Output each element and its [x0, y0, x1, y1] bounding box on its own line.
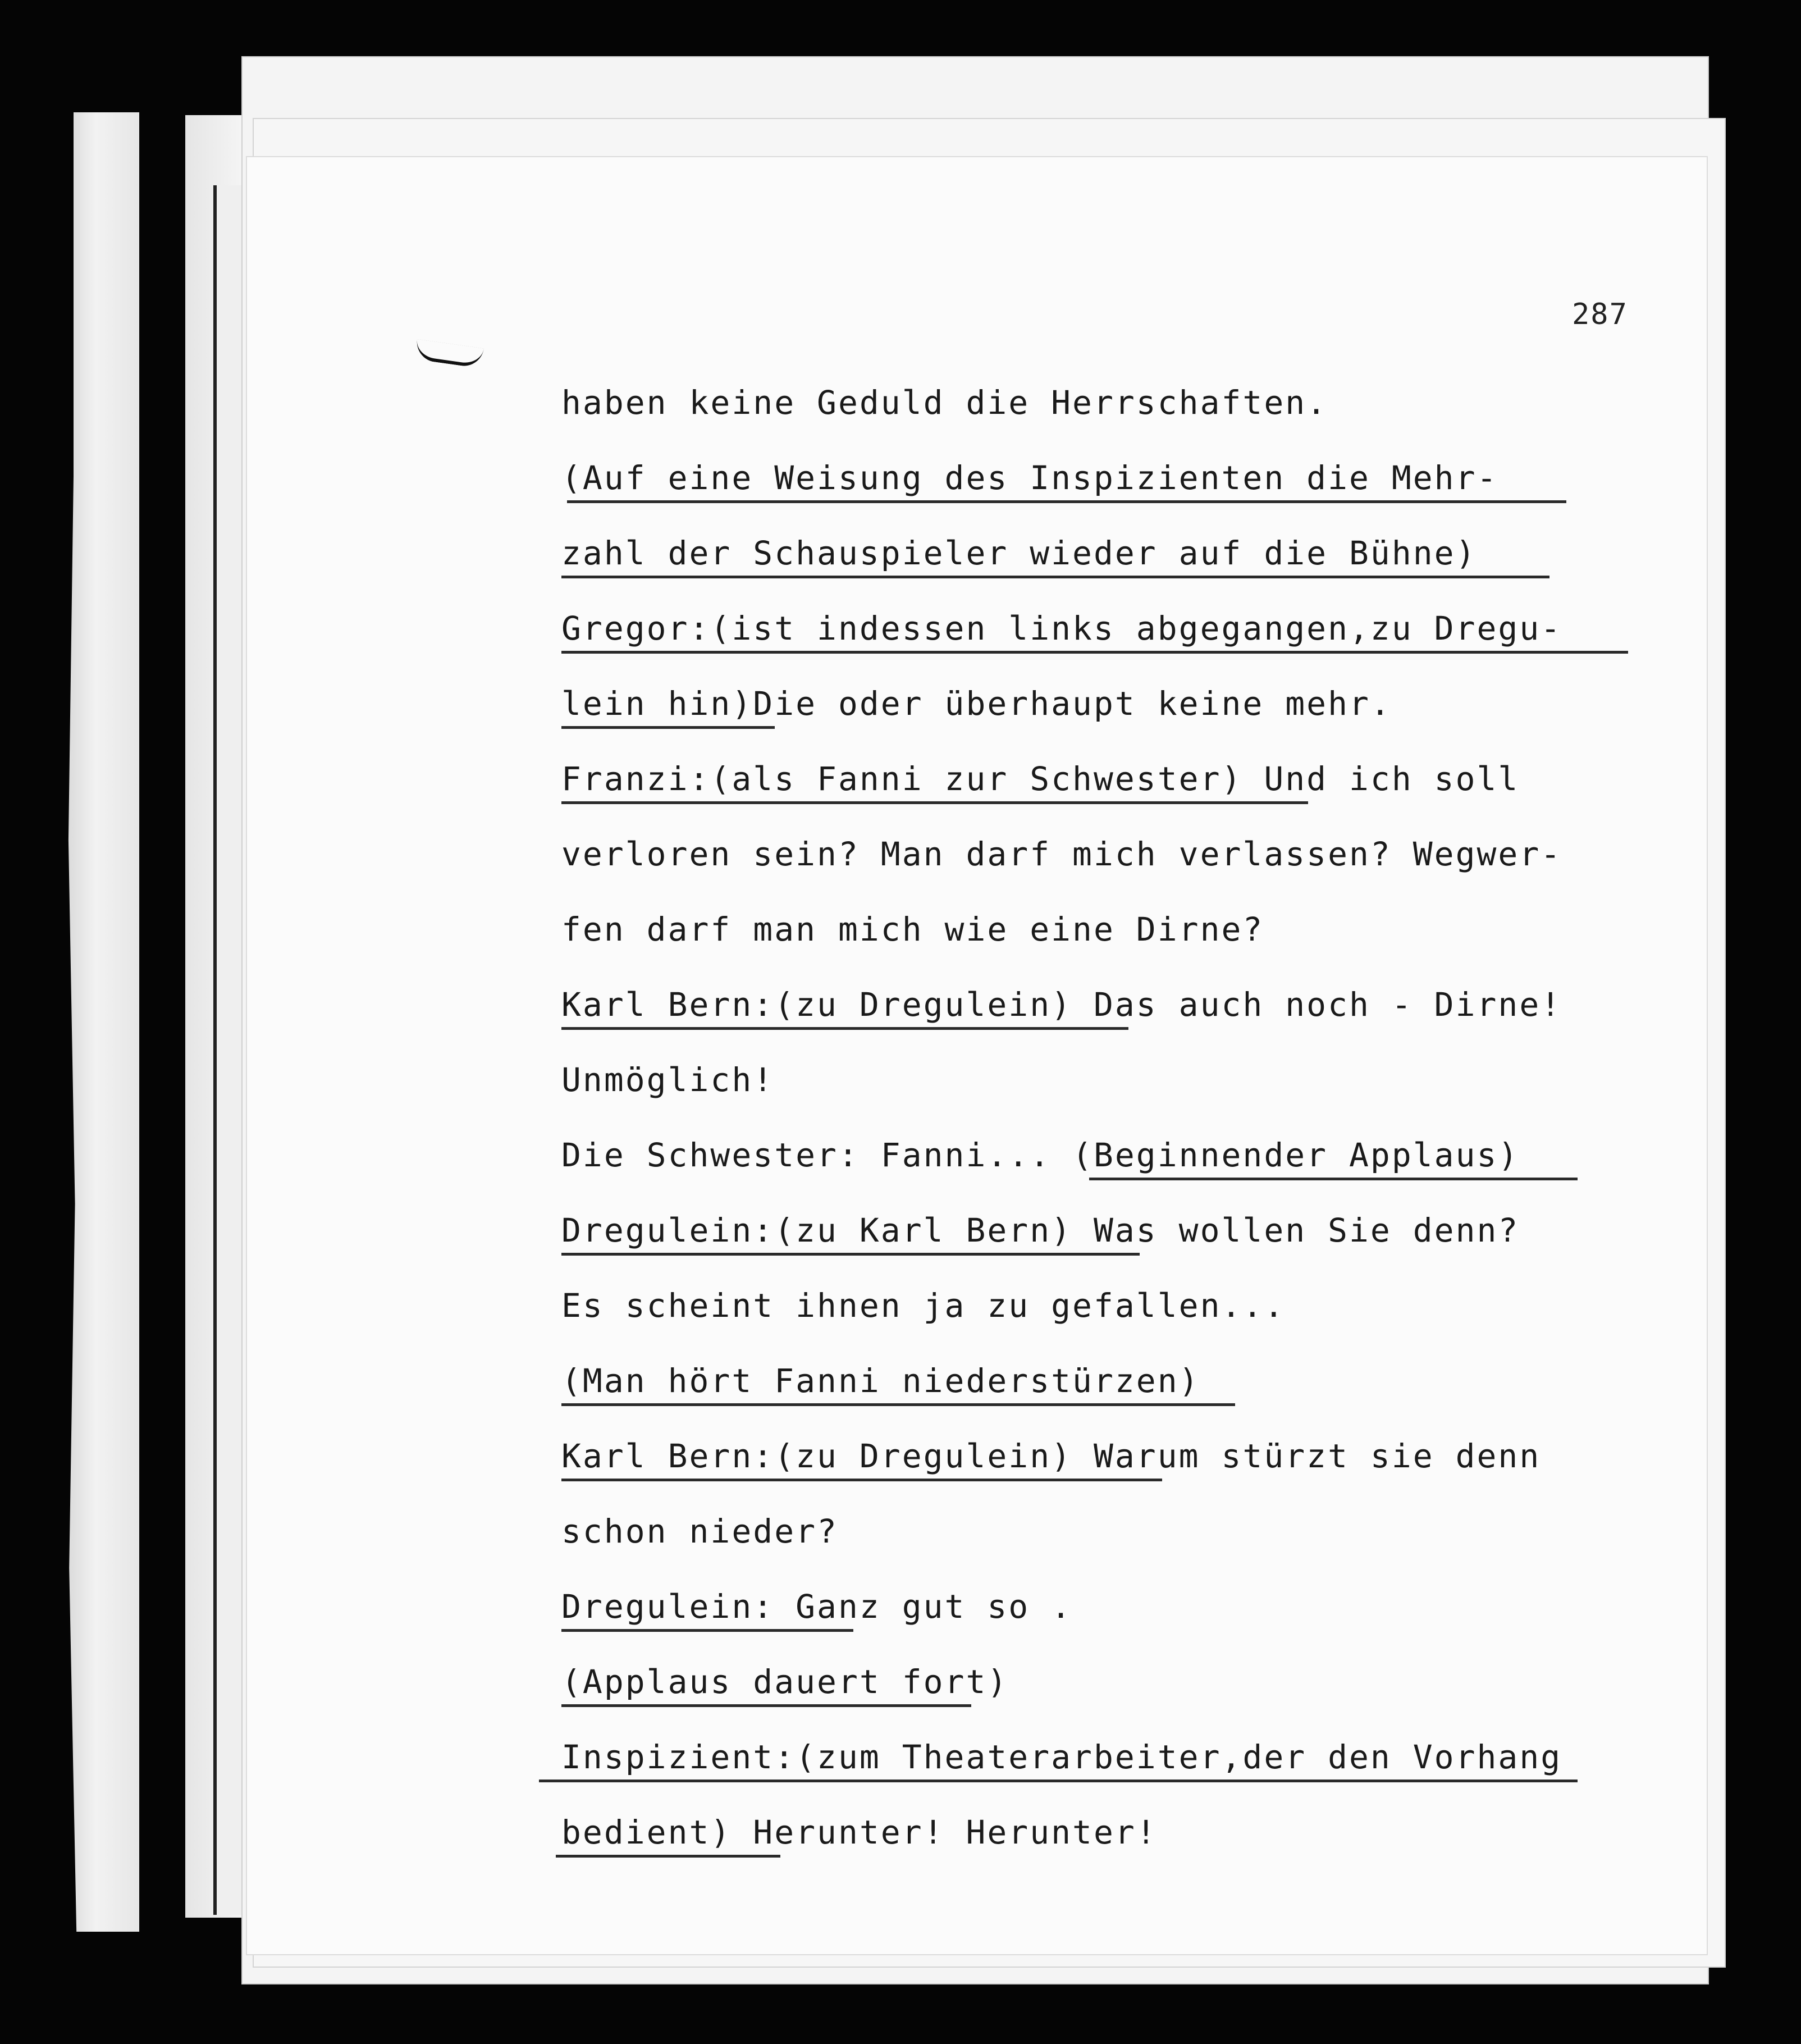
- text-line: Franzi:(als Fanni zur Schwester) Und ich soll: [561, 741, 1695, 816]
- text-line: (Auf eine Weisung des Inspizienten die Mehr-: [561, 440, 1695, 515]
- script-text: [561, 365, 1695, 1870]
- text-line: haben keine Geduld die Herrschaften.: [561, 384, 1328, 422]
- text-line: zahl der Schauspieler wieder auf die Bühne): [561, 515, 1695, 591]
- text-line: (Man hört Fanni niederstürzen): [561, 1343, 1695, 1418]
- text-line: Dregulein: Ganz gut so .: [561, 1569, 1695, 1644]
- text-line: fen darf man mich wie eine Dirne?: [561, 910, 1264, 948]
- text-line: bedient) Herunter! Herunter!: [561, 1795, 1695, 1870]
- text-line: Unmöglich!: [561, 1061, 775, 1099]
- text-line: Es scheint ihnen ja zu gefallen...: [561, 1286, 1286, 1325]
- text-line: schon nieder?: [561, 1512, 838, 1550]
- text-line: Inspizient:(zum Theaterarbeiter,der den Vorhang: [561, 1719, 1695, 1795]
- text-line: Karl Bern:(zu Dregulein) Das auch noch - Dirne!: [561, 967, 1695, 1042]
- text-line: Dregulein:(zu Karl Bern) Was wollen Sie denn?: [561, 1193, 1695, 1268]
- text-line: Gregor:(ist indessen links abgegangen,zu Dregu-: [561, 591, 1695, 666]
- text-line: lein hin)Die oder überhaupt keine mehr.: [561, 666, 1695, 741]
- text-line: Die Schwester: Fanni... (Beginnender Applaus): [561, 1117, 1695, 1193]
- text-line: verloren sein? Man darf mich verlassen? Wegwer-: [561, 835, 1562, 873]
- text-line: Karl Bern:(zu Dregulein) Warum stürzt sie denn: [561, 1418, 1695, 1494]
- page-number: 287: [1572, 298, 1628, 331]
- page-edge-left: [66, 112, 139, 1932]
- text-line: (Applaus dauert fort): [561, 1644, 1695, 1719]
